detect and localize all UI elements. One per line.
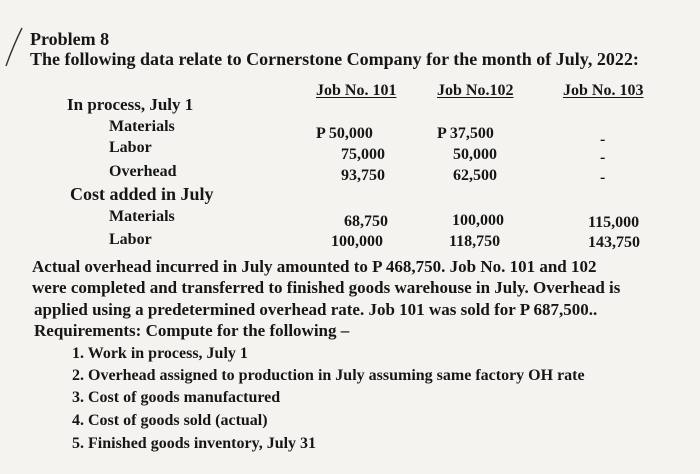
requirement-item-1: 1. Work in process, July 1 bbox=[72, 345, 248, 362]
in-process-heading: In process, July 1 bbox=[67, 95, 194, 114]
paragraph-line-1: Actual overhead incurred in July amounted to P 468,750. Job No. 101 and 102 bbox=[32, 257, 597, 276]
requirement-item-5: 5. Finished goods inventory, July 31 bbox=[72, 435, 317, 452]
cost-added-labor-job102: 118,750 bbox=[449, 233, 501, 250]
in-process-materials-job103: - bbox=[600, 131, 606, 148]
pen-stroke-mark bbox=[4, 26, 24, 68]
cost-added-labor-label: Labor bbox=[109, 231, 152, 248]
in-process-labor-label: Labor bbox=[109, 139, 152, 156]
cost-added-materials-job103: 115,000 bbox=[588, 214, 640, 231]
header-job-103: Job No. 103 bbox=[563, 82, 644, 99]
problem-intro: The following data relate to Cornerstone Company for the month of July, 2022: bbox=[30, 49, 639, 69]
in-process-materials-label: Materials bbox=[109, 118, 175, 135]
paragraph-line-2: were completed and transferred to finished goods warehouse in July. Overhead is bbox=[32, 278, 621, 297]
in-process-overhead-job101: 93,750 bbox=[341, 167, 385, 184]
requirements-heading: Requirements: Compute for the following – bbox=[34, 321, 350, 340]
requirement-item-2: 2. Overhead assigned to production in July assuming same factory OH rate bbox=[72, 367, 585, 384]
cost-added-labor-job101: 100,000 bbox=[331, 233, 383, 250]
in-process-labor-job102: 50,000 bbox=[453, 146, 497, 163]
in-process-materials-job101: P 50,000 bbox=[316, 125, 373, 142]
cost-added-materials-job101: 68,750 bbox=[344, 213, 388, 230]
requirement-item-3: 3. Cost of goods manufactured bbox=[72, 389, 281, 406]
cost-added-materials-label: Materials bbox=[109, 208, 175, 225]
in-process-labor-job103: - bbox=[600, 149, 606, 166]
in-process-overhead-job102: 62,500 bbox=[453, 167, 497, 184]
problem-title: Problem 8 bbox=[30, 29, 110, 49]
header-job-102: Job No.102 bbox=[437, 82, 514, 99]
in-process-labor-job101: 75,000 bbox=[341, 146, 385, 163]
requirement-item-4: 4. Cost of goods sold (actual) bbox=[72, 412, 268, 429]
paragraph-line-3: applied using a predetermined overhead rate. Job 101 was sold for P 687,500.. bbox=[34, 300, 598, 319]
in-process-overhead-label: Overhead bbox=[109, 163, 177, 180]
header-job-101: Job No. 101 bbox=[316, 82, 397, 99]
cost-added-heading: Cost added in July bbox=[70, 184, 214, 204]
cost-added-materials-job102: 100,000 bbox=[452, 212, 504, 229]
in-process-materials-job102: P 37,500 bbox=[437, 125, 494, 142]
cost-added-labor-job103: 143,750 bbox=[588, 234, 640, 251]
in-process-overhead-job103: - bbox=[600, 169, 606, 186]
